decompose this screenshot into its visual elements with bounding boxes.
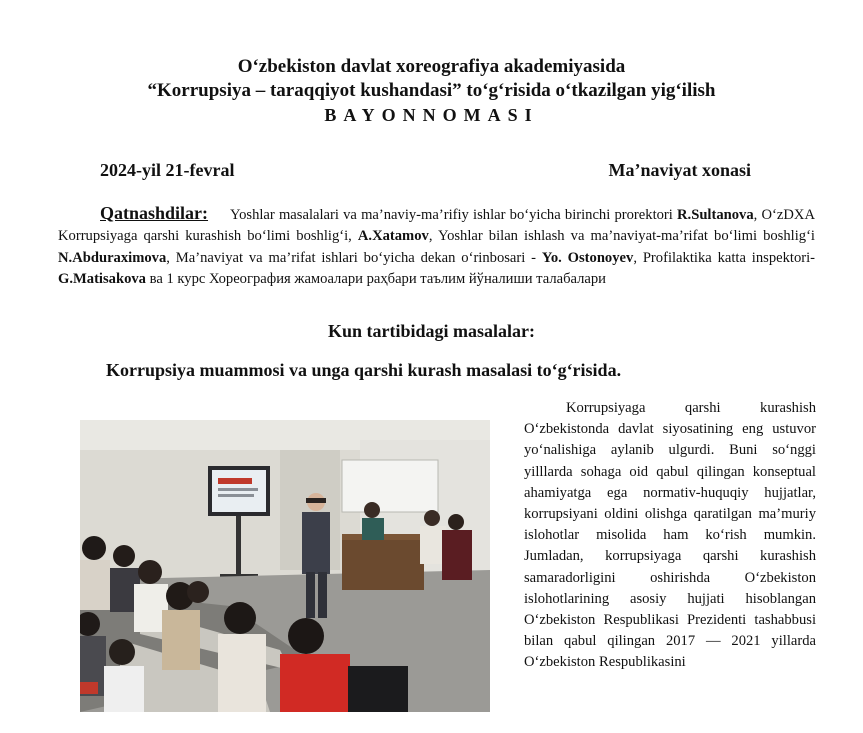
body-paragraph-text: Korrupsiyaga qarshi kurashish O‘zbekistonda davlat siyosatining eng ustuvor yo‘nalishiga aylanib ulgurdi. Buni so‘nggi yilllarda sohaga oid qabul qilingan konseptual ahamiyatga ega normativ-huquqiy hujjatlar, korrupsiyani oldini olishga qaratilgan ma’muriy islohotlar misolida ham ko‘rish mumkin. Jumladan, korrupsiyaga qarshi kurashish samaradorligini oshirishda O‘zbekiston islohotlarining asosiy hujjati hisoblangan O‘zbekiston Respublikasi Prezidenti tashabbusi bilan qabul qilingan 2017 — 2021 yillarda O‘zbekiston Respublikasini (524, 400, 816, 671)
participant-name: N.Abduraximova (58, 249, 167, 266)
participants-text: , Profilaktika katta inspektori- (633, 249, 816, 266)
body-paragraph (524, 398, 816, 674)
participants-text: , Yoshlar bilan ishlash va ma’naviyat-ma’rifat bo‘limi boshlig‘i (428, 228, 815, 245)
meeting-date: 2024-yil 21-fevral (100, 160, 235, 180)
meeting-location: Ma’naviyat xonasi (608, 160, 751, 180)
participant-name: R.Sultanova (677, 207, 754, 223)
participant-name: G.Matisakova (58, 270, 146, 287)
agenda-topic: Korrupsiya muammosi va unga qarshi kurash masalasi to‘g‘risida. (106, 360, 622, 380)
header-institution: O‘zbekiston davlat xoreografiya akademiyasida (237, 56, 626, 77)
participant-name: Yo. Ostonoyev (541, 249, 634, 266)
agenda-heading: Kun tartibidagi masalalar: (327, 321, 535, 341)
header-doc-type: BAYONNOMASI (324, 105, 539, 125)
participants-text: , Ma’naviyat va ma’rifat ishlari bo‘yicha dekan o‘rinbosari - (166, 249, 542, 266)
participants-heading: Qatnashdilar: (100, 203, 209, 223)
header-subject: “Korrupsiya – taraqqiyot kushandasi” to‘g‘risida o‘tkazilgan yig‘ilish (147, 80, 716, 101)
participants-text: ва 1 курс Хореография жамоалари раҳбари таълим йўналиши талабалари (145, 270, 606, 287)
participants-text: Yoshlar masalalari va ma’naviy-ma’rifiy ishlar bo‘yicha birinchi prorektori (230, 207, 678, 223)
participants-paragraph (58, 203, 815, 290)
participants-text: , O‘zDXA Korrupsiyaga qarshi kurashish bo‘limi boshlig‘i, (58, 207, 815, 245)
meeting-photo (80, 420, 490, 712)
participant-name: A.Xatamov (357, 228, 429, 245)
